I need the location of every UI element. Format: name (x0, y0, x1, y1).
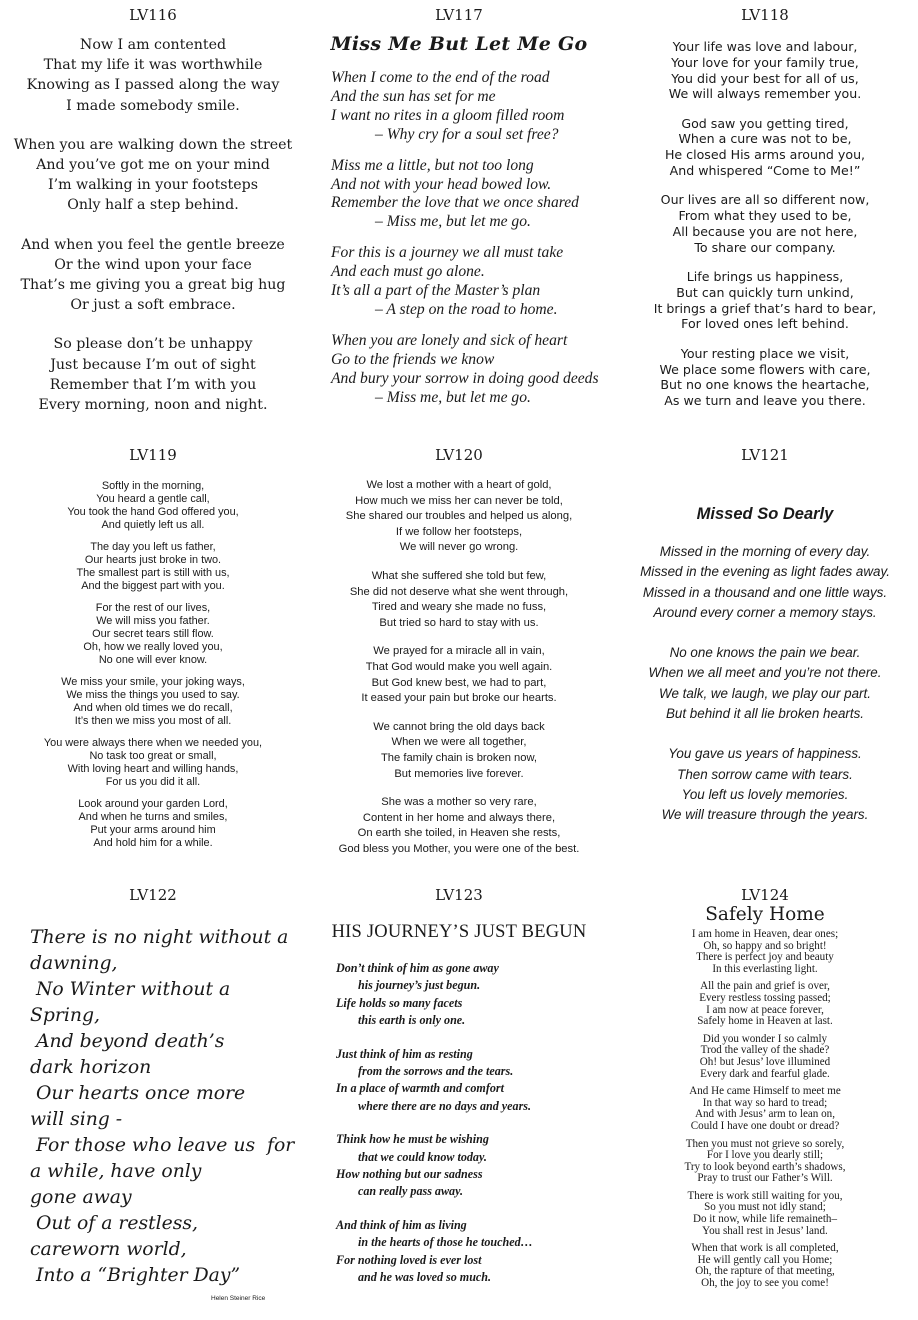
verse-line: Every morning, noon and night. (38, 397, 268, 414)
verse-line: Pray to trust our Father’s Will. (697, 1172, 833, 1185)
verse-line: Tired and weary she made no fuss, (371, 601, 547, 614)
verse-line: When a cure was not to be, (678, 131, 852, 147)
verse-body (612, 39, 918, 409)
verse-code: LV121 (741, 446, 789, 464)
verse-title: Miss Me But Let Me Go (330, 33, 588, 55)
stanza (306, 569, 612, 631)
stanza (306, 720, 612, 782)
verse-line: That’s me giving you a great big hug (20, 277, 286, 294)
verse-line: Put your arms around him (90, 824, 216, 836)
stanza (336, 960, 612, 1030)
verse-line: For us you did it all. (105, 776, 201, 788)
verse-line: In this everlasting light. (712, 962, 818, 975)
verse-line: You left us lovely memories. (681, 786, 849, 802)
stanza (612, 1139, 918, 1185)
verse-line: There is no night without a (30, 927, 289, 948)
verse-title: Missed So Dearly (696, 505, 834, 523)
verse-code: LV124 (741, 886, 789, 904)
verse-body (30, 925, 306, 1289)
verse-line: – Why cry for a soul set free? (375, 125, 559, 143)
verse-line: Around every corner a memory stays. (653, 604, 877, 620)
verse-line: She was a mother so very rare, (381, 796, 537, 809)
verse-line: For loved ones left behind. (681, 316, 849, 332)
verse-line: As we turn and leave you there. (664, 393, 866, 409)
stanza (0, 334, 306, 415)
verse-line: We talk, we laugh, we play our part. (659, 685, 871, 701)
verse-line: We lost a mother with a heart of gold, (366, 479, 552, 491)
verse-line: There is perfect joy and beauty (696, 951, 834, 964)
verse-line: Your resting place we visit, (680, 345, 850, 361)
verse-card-lv121 (612, 446, 918, 866)
verse-line: That God would make you well again. (365, 660, 553, 673)
verse-body (612, 929, 918, 1290)
verse-card-lv123 (306, 886, 612, 1316)
verse-line: It’s then we miss you most of all. (74, 715, 232, 727)
verse-line: Just think of him as resting (336, 1046, 473, 1061)
verse-line: Now I am contented (79, 37, 227, 53)
verse-line: But God knew best, we had to part, (371, 676, 547, 689)
verse-code: LV122 (129, 886, 177, 904)
verse-line: God saw you getting tired, (681, 115, 849, 131)
verse-line: You heard a gentle call, (96, 493, 210, 505)
stanza (331, 332, 612, 408)
stanza (331, 157, 612, 233)
verse-line: He will gently call you Home; (697, 1253, 833, 1266)
verse-line: In that way so hard to tread; (702, 1096, 828, 1109)
verse-line: No one will ever know. (98, 654, 208, 666)
stanza (612, 981, 918, 1027)
verse-line: We will always remember you. (668, 86, 862, 102)
verse-line: And each must go alone. (331, 263, 485, 281)
verse-line: Into a “Brighter Day” (30, 1265, 241, 1286)
stanza (612, 1086, 918, 1132)
verse-line: Life brings us happiness, (686, 269, 844, 285)
verse-line: Softly in the morning, (101, 480, 205, 492)
verse-line: Every dark and fearful glade. (700, 1067, 830, 1080)
verse-line: his journey’s just begun. (358, 978, 481, 993)
verse-line: All because you are not here, (672, 223, 858, 239)
verse-line: a while, have only (30, 1161, 202, 1182)
verse-line: careworn world, (30, 1239, 187, 1260)
verse-line: I’m walking in your footsteps (47, 177, 259, 194)
stanza (0, 35, 306, 116)
verse-body (0, 480, 306, 850)
verse-line: Oh, so happy and so bright! (703, 939, 827, 952)
verse-line: For those who leave us for (30, 1135, 295, 1156)
stanza (336, 1217, 612, 1287)
verse-line: We miss your smile, your joking ways, (61, 676, 245, 688)
verse-line: – A step on the road to home. (375, 300, 558, 318)
verse-line: Do it now, while life remaineth– (692, 1213, 838, 1226)
stanza (612, 1034, 918, 1080)
verse-line: In a place of warmth and comfort (336, 1081, 504, 1096)
verse-line: But behind it all lie broken hearts. (665, 706, 864, 722)
verse-line: We prayed for a miracle all in vain, (373, 645, 545, 658)
verse-line: from the sorrows and the tears. (358, 1064, 514, 1079)
verse-line: Our lives are all so different now, (660, 192, 870, 208)
verse-line: On earth she toiled, in Heaven she rests, (357, 827, 561, 840)
verse-line: Look around your garden Lord, (78, 798, 228, 810)
verse-credit: Helen Steiner Rice (211, 1295, 266, 1302)
verse-line: I am home in Heaven, dear ones; (691, 928, 839, 940)
verse-line: And the biggest part with you. (81, 580, 225, 592)
stanza (612, 929, 918, 975)
verse-line: All the pain and grief is over, (700, 980, 830, 993)
verse-line: When we all meet and you’re not there. (648, 665, 882, 681)
stanza (612, 1243, 918, 1289)
verse-card-lv118 (612, 6, 918, 426)
verse-line: And whispered “Come to Me!” (669, 163, 861, 179)
stanza (612, 744, 918, 825)
verse-line: How much we miss her can never be told, (355, 494, 563, 507)
verse-card-lv122 (0, 886, 306, 1316)
verse-line: Then sorrow came with tears. (677, 766, 853, 782)
stanza (612, 542, 918, 623)
verse-body (612, 542, 918, 826)
verse-line: Remember that I’m with you (49, 376, 257, 393)
verse-line: Remember the love that we once shared (331, 194, 579, 212)
stanza (0, 480, 306, 532)
verse-line: And hold him for a while. (93, 837, 213, 849)
verse-line: To share our company. (694, 239, 836, 255)
verse-line: You were always there when we needed you, (43, 737, 263, 749)
verse-line: So you must not idly stand; (704, 1201, 826, 1214)
verse-title: HIS JOURNEY’S JUST BEGUN (331, 922, 587, 942)
verse-line: He closed His arms around you, (664, 147, 866, 163)
verse-line: No task too great or small, (89, 750, 217, 762)
verse-line: And beyond death’s (30, 1031, 225, 1052)
verse-line: We will never go wrong. (399, 541, 519, 554)
stanza (612, 116, 918, 179)
verse-line: There is work still waiting for you, (687, 1189, 843, 1202)
verse-code: LV116 (129, 6, 177, 24)
stanza (336, 1131, 612, 1201)
verse-card-lv120 (306, 446, 612, 866)
verse-line: Oh, the rapture of that meeting, (695, 1265, 835, 1278)
verse-line: Our secret tears still flow. (92, 628, 214, 640)
verse-line: But can quickly turn unkind, (676, 284, 854, 300)
verse-line: Safely home in Heaven at last. (697, 1015, 833, 1028)
verse-line: And He came Himself to meet me (689, 1085, 841, 1098)
verse-line: Our hearts just broke in two. (84, 554, 222, 566)
stanza (336, 1046, 612, 1116)
verse-line: And when old times we do recall, (73, 702, 233, 714)
verse-line: It brings a grief that’s hard to bear, (653, 300, 877, 316)
verse-line: – Miss me, but let me go. (375, 213, 531, 231)
verse-line: in the hearts of those he touched… (358, 1235, 533, 1250)
verse-line: When you are walking down the street (13, 136, 293, 153)
stanza (612, 269, 918, 332)
verse-line: Your love for your family true, (671, 54, 859, 70)
verse-line: No one knows the pain we bear. (669, 645, 861, 661)
verse-line: Don’t think of him as gone away (336, 961, 499, 975)
verse-line: And with Jesus’ arm to lean on, (695, 1108, 835, 1121)
verse-line: this earth is only one. (358, 1013, 466, 1028)
verse-line: Go to the friends we know (331, 350, 495, 368)
verse-line: For the rest of our lives, (95, 602, 211, 614)
verse-line: Trod the valley of the shade? (700, 1044, 830, 1057)
verse-line: If we follow her footsteps, (395, 525, 523, 538)
verse-line: When you are lonely and sick of heart (331, 331, 568, 349)
verse-body (331, 69, 612, 408)
verse-line: Did you wonder I so calmly (702, 1032, 828, 1045)
verse-line: You shall rest in Jesus’ land. (702, 1224, 828, 1237)
verse-line: We will treasure through the years. (661, 807, 869, 823)
verse-line: We place some flowers with care, (659, 361, 871, 377)
stanza (612, 643, 918, 724)
verse-line: Our hearts once more (30, 1083, 246, 1104)
verse-line: That my life it was worthwhile (43, 57, 263, 74)
verse-body (306, 478, 612, 857)
verse-line: And the sun has set for me (331, 87, 496, 105)
verse-line: And think of him as living (336, 1217, 467, 1232)
verse-line: It’s all a part of the Master’s plan (331, 282, 541, 300)
verse-line: Miss me a little, but not too long (331, 156, 534, 174)
verse-line: I am now at peace forever, (706, 1003, 824, 1016)
verse-line: So please don’t be unhappy (53, 336, 253, 353)
verse-line: Oh, how we really loved you, (83, 641, 223, 653)
verse-line: We will miss you father. (96, 615, 210, 627)
verse-line: It eased your pain but broke our hearts. (361, 692, 557, 705)
verse-line: From what they used to be, (678, 208, 852, 224)
stanza (331, 69, 612, 145)
verse-line: Your life was love and labour, (672, 39, 858, 54)
verse-line: The family chain is broken now, (380, 751, 538, 764)
verse-line: And you’ve got me on your mind (36, 157, 270, 174)
verse-line: Could I have one doubt or dread? (690, 1119, 840, 1132)
verse-line: – Miss me, but let me go. (375, 388, 531, 406)
verse-line: Try to look beyond earth’s shadows, (684, 1160, 846, 1173)
verse-card-lv116 (0, 6, 306, 426)
stanza (0, 798, 306, 850)
verse-code: LV117 (435, 6, 483, 24)
verse-line: dark horizon (30, 1057, 152, 1078)
verse-line: But tried so hard to stay with us. (379, 616, 539, 629)
verse-line: where there are no days and years. (358, 1098, 532, 1113)
verse-line: can really pass away. (358, 1184, 464, 1199)
verse-line: I want no rites in a gloom filled room (331, 106, 565, 124)
verse-line: And bury your sorrow in doing good deeds (331, 369, 599, 387)
verse-card-lv117 (306, 6, 612, 426)
verse-line: When that work is all completed, (691, 1242, 839, 1255)
verse-line: But memories live forever. (394, 767, 524, 780)
verse-line: She shared our troubles and helped us along, (345, 510, 573, 523)
verse-line: Just because I’m out of sight (50, 356, 256, 373)
stanza (306, 644, 612, 706)
verse-line: You took the hand God offered you, (67, 506, 239, 518)
verse-line: When we were all together, (391, 736, 527, 749)
verse-line: gone away (30, 1187, 132, 1208)
verse-line: And quietly left us all. (101, 519, 205, 531)
verse-line: Spring, (30, 1005, 100, 1026)
verse-line: Missed in a thousand and one little ways. (642, 584, 888, 600)
verse-line: and he was loved so much. (358, 1270, 492, 1285)
verse-line: Every restless tossing passed; (699, 991, 831, 1004)
verse-line: How nothing but our sadness (336, 1167, 483, 1182)
stanza (612, 346, 918, 409)
verse-line: We miss the things you used to say. (66, 689, 240, 701)
verse-line: Knowing as I passed along the way (26, 77, 280, 94)
verse-code: LV123 (435, 886, 483, 904)
verse-line: What she suffered she told but few, (371, 569, 547, 582)
verse-line: But no one knows the heartache, (660, 377, 870, 393)
verse-body (0, 35, 306, 415)
verse-line: You did your best for all of us, (671, 70, 859, 86)
stanza (0, 235, 306, 316)
verse-code: LV119 (129, 446, 177, 464)
verse-line: When I come to the end of the road (331, 69, 550, 86)
stanza (0, 135, 306, 216)
verse-line: that we could know today. (358, 1149, 487, 1164)
verse-line: Or just a soft embrace. (70, 297, 236, 314)
verse-line: The smallest part is still with us, (76, 567, 230, 579)
stanza (306, 795, 612, 857)
verse-line: Oh, the joy to see you come! (701, 1277, 829, 1290)
stanza (0, 602, 306, 667)
verse-line: No Winter without a (30, 979, 231, 1000)
verse-line: And when you feel the gentle breeze (21, 236, 285, 253)
verse-line: Missed in the morning of every day. (659, 544, 871, 559)
verse-line: Oh! but Jesus’ love illumined (699, 1055, 831, 1068)
verse-line: For I love you dearly still; (706, 1149, 824, 1162)
verse-body (336, 960, 612, 1287)
verse-line: For this is a journey we all must take (331, 244, 564, 262)
verse-line: She did not deserve what she went through, (349, 585, 569, 598)
verse-line: Only half a step behind. (67, 197, 239, 214)
verse-line: Or the wind upon your face (54, 256, 252, 273)
stanza (0, 737, 306, 789)
verse-line: Out of a restless, (30, 1213, 199, 1234)
verse-line: Missed in the evening as light fades away. (640, 564, 890, 580)
stanza (331, 244, 612, 320)
verse-line: For nothing loved is ever lost (336, 1252, 482, 1267)
verse-line: Then you must not grieve so sorely, (685, 1137, 845, 1150)
verse-line: And not with your head bowed low. (331, 175, 552, 193)
verse-line: dawning, (30, 953, 118, 974)
verse-line: We cannot bring the old days back (373, 720, 545, 733)
verse-line: will sing - (30, 1109, 123, 1130)
verse-code: LV120 (435, 446, 483, 464)
stanza (612, 39, 918, 102)
verse-line: With loving heart and willing hands, (67, 763, 239, 775)
verse-line: The day you left us father, (90, 541, 216, 553)
verse-title: Safely Home (705, 904, 825, 925)
verse-line: God bless you Mother, you were one of the best. (338, 842, 580, 855)
verse-line: I made somebody smile. (66, 97, 240, 114)
stanza (612, 1191, 918, 1237)
stanza (306, 478, 612, 556)
verse-code: LV118 (741, 6, 789, 24)
verse-line: Think how he must be wishing (336, 1132, 489, 1147)
stanza (0, 541, 306, 593)
verse-card-lv124 (612, 886, 918, 1316)
verse-line: Content in her home and always there, (362, 811, 556, 824)
verse-line: And when he turns and smiles, (78, 811, 228, 823)
verse-line: You gave us years of happiness. (668, 746, 862, 762)
verse-line: Life holds so many facets (336, 995, 463, 1010)
verse-card-lv119 (0, 446, 306, 866)
stanza (0, 676, 306, 728)
stanza (612, 192, 918, 255)
